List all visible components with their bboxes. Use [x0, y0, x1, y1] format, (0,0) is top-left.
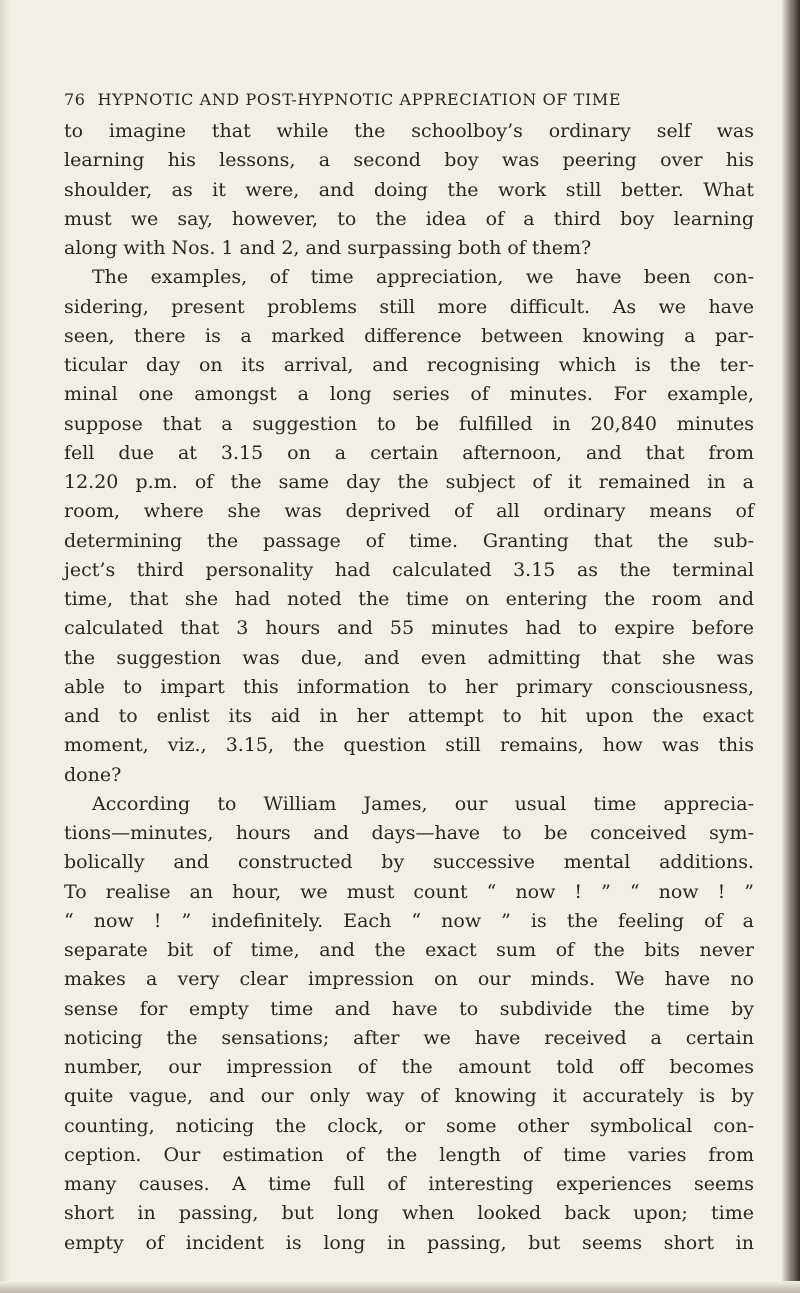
- text-line: seen, there is a marked difference between knowing a par-: [64, 324, 754, 347]
- text-line: sense for empty time and have to subdivide the time by: [64, 997, 754, 1020]
- page-bottom-edge: [0, 1281, 800, 1293]
- text-line: moment, viz., 3.15, the question still remains, how was this: [64, 734, 754, 757]
- text-line: separate bit of time, and the exact sum of the bits never: [64, 939, 754, 961]
- text-line: “ now ! ” indefinitely. Each “ now ” is the feeling of a: [64, 909, 754, 932]
- text-line: empty of incident is long in passing, but seems short in: [64, 1231, 754, 1254]
- text-line: minal one amongst a long series of minutes. For example,: [64, 383, 754, 406]
- text-line: number, our impression of the amount told off becomes: [64, 1056, 754, 1078]
- text-line: room, where she was deprived of all ordinary means of: [64, 500, 754, 523]
- running-header: [64, 90, 754, 109]
- text-line: determining the passage of time. Granting that the sub-: [64, 529, 754, 552]
- text-line: The examples, of time appreciation, we have been con-: [92, 266, 754, 289]
- text-line: suppose that a suggestion to be fulfilled in 20,840 minutes: [64, 412, 754, 435]
- text-line: calculated that 3 hours and 55 minutes had to expire before: [64, 617, 754, 640]
- text-line: 12.20 p.m. of the same day the subject of it remained in a: [64, 471, 754, 493]
- text-line: ception. Our estimation of the length of time varies from: [64, 1143, 754, 1166]
- text-line: counting, noticing the clock, or some other symbolical con-: [64, 1114, 754, 1137]
- text-line: along with Nos. 1 and 2, and surpassing both of them?: [64, 237, 592, 259]
- text-line: done?: [64, 763, 122, 786]
- text-line: able to impart this information to her primary consciousness,: [64, 675, 754, 698]
- text-line: makes a very clear impression on our minds. We have no: [64, 968, 754, 991]
- text-line: sidering, present problems still more difficult. As we have: [64, 295, 754, 318]
- text-line: quite vague, and our only way of knowing it accurately is by: [64, 1085, 754, 1108]
- text-line: learning his lessons, a second boy was peering over his: [64, 149, 754, 172]
- text-line: must we say, however, to the idea of a third boy learning: [64, 207, 754, 230]
- page-left-edge: [0, 0, 10, 1293]
- text-line: According to William James, our usual time apprecia-: [92, 792, 754, 815]
- text-line: noticing the sensations; after we have received a certain: [64, 1026, 754, 1049]
- page-binding-shadow: [782, 0, 800, 1293]
- text-line: bolically and constructed by successive mental additions.: [64, 851, 754, 874]
- text-line: the suggestion was due, and even admitting that she was: [64, 646, 754, 669]
- text-line: many causes. A time full of interesting experiences seems: [64, 1173, 754, 1195]
- text-line: ticular day on its arrival, and recognising which is the ter-: [64, 354, 754, 376]
- text-line: time, that she had noted the time on entering the room and: [64, 588, 754, 610]
- text-line: short in passing, but long when looked back upon; time: [64, 1202, 754, 1225]
- text-line: To realise an hour, we must count “ now ! ” “ now ! ”: [64, 880, 754, 903]
- body-text: [64, 117, 754, 1258]
- text-line: ject’s third personality had calculated 3.15 as the terminal: [64, 558, 754, 581]
- text-line: fell due at 3.15 on a certain afternoon, and that from: [64, 441, 754, 464]
- text-line: to imagine that while the schoolboy’s ordinary self was: [64, 120, 754, 142]
- page-number: 76: [64, 90, 86, 109]
- text-line: tions—minutes, hours and days—have to be conceived sym-: [64, 822, 754, 844]
- text-line: and to enlist its aid in her attempt to hit upon the exact: [64, 705, 754, 727]
- text-line: shoulder, as it were, and doing the work still better. What: [64, 178, 754, 201]
- running-title: HYPNOTIC AND POST-HYPNOTIC APPRECIATION OF TIME: [97, 90, 622, 109]
